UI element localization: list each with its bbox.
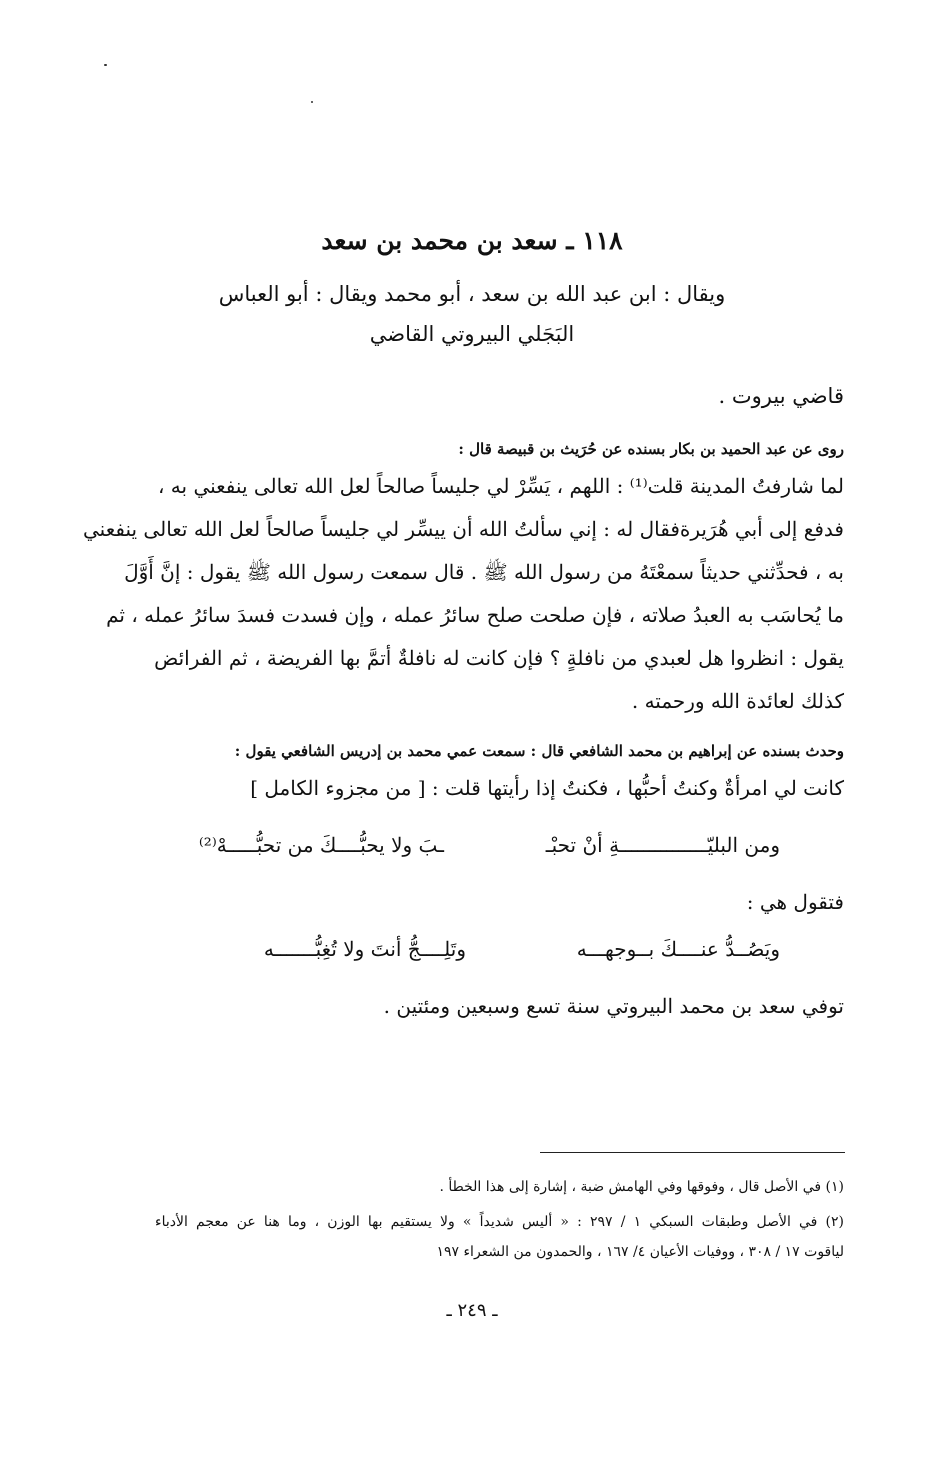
narration-2-line: كانت لي امرأةٌ وكنتُ أحبُّها ، فكنتُ إذا رأيتها قلت : [ من مجزوء الكامل ] [250,776,844,800]
scan-speck [104,64,107,66]
narration-1-line: كذلك لعائدة الله ورحمته . [631,689,844,713]
response-text: فتقول هي : [746,890,844,914]
biography-title: ١١٨ ـ سعد بن محمد بن سعد [321,226,623,255]
intro-text: قاضي بيروت . [718,384,844,408]
narration-1-line: فدفع إلى أبي هُرَيرةفقال له : إني سألتُ الله أن ييسِّر لي جليساً صالحاً لعل الله تعالى ينفعني [83,517,844,541]
narration-1-line: لما شارفتُ المدينة قلت⁽¹⁾ : اللهم ، يَسِّرْ لي جليساً صالحاً لعل الله تعالى ينفعني به ، [157,474,844,498]
alias-line-1: ويقال : ابن عبد الله بن سعد ، أبو محمد ويقال : أبو العباس [218,282,726,306]
footnote-2-line-1: (٢) في الأصل وطبقات السبكي ١ / ٢٩٧ : « أليس شديداً » ولا يستقيم بها الوزن ، وما هنا عن معجم الأدباء [155,1214,844,1230]
verse-2-second-hemistich: وتَلِــــجُّ أنتَ ولا تُغِبُّـــــــه [263,937,466,961]
verse-2-first-hemistich: ويَصُــدُّ عنــــكَ بــوجهـــه [576,937,780,961]
verse-1-second-hemistich: ـبَ ولا يحبُّــــكَ من تحبُّـــــهْ⁽²⁾ [198,833,444,857]
narration-2-lead: وحدث بسنده عن إبراهيم بن محمد الشافعي قال : سمعت عمي محمد بن إدريس الشافعي يقول : [234,742,844,760]
narration-1-line: يقول : انظروا هل لعبدي من نافلةٍ ؟ فإن كانت له نافلةٌ أتمَّ بها الفريضة ، ثم الفرائض [154,646,844,670]
footnote-separator [540,1152,845,1153]
page-number: ـ ٢٤٩ ـ [446,1300,498,1321]
verse-1-first-hemistich: ومن البليّـــــــــــــــةِ أنْ تحبْـ [545,833,780,857]
narration-1-lead: روى عن عبد الحميد بن بكار بسنده عن حُرَيث بن قبيصة قال : [458,440,844,458]
footnote-1: (١) في الأصل قال ، وفوقها وفي الهامش ضبة ، إشارة إلى هذا الخطأ . [439,1179,844,1195]
death-note: توفي سعد بن محمد البيروتي سنة تسع وسبعين ومئتين . [383,994,844,1018]
footnote-2-line-2: لياقوت ١٧ / ٣٠٨ ، ووفيات الأعيان ٤/ ١٦٧ ، والحمدون من الشعراء ١٩٧ [436,1244,844,1260]
narration-1-line: به ، فحدِّثني حديثاً سمعْتَهُ من رسول الله ﷺ . قال سمعت رسول الله ﷺ يقول : إنَّ أَوَّلَ [124,560,844,584]
narration-1-line: ما يُحاسَب به العبدُ صلاته ، فإن صلحت صلح سائرُ عمله ، وإن فسدت فسدَ سائرُ عمله ، ثم [106,603,844,627]
scan-speck [311,101,313,103]
alias-line-2: البَجَلي البيروتي القاضي [369,322,575,346]
